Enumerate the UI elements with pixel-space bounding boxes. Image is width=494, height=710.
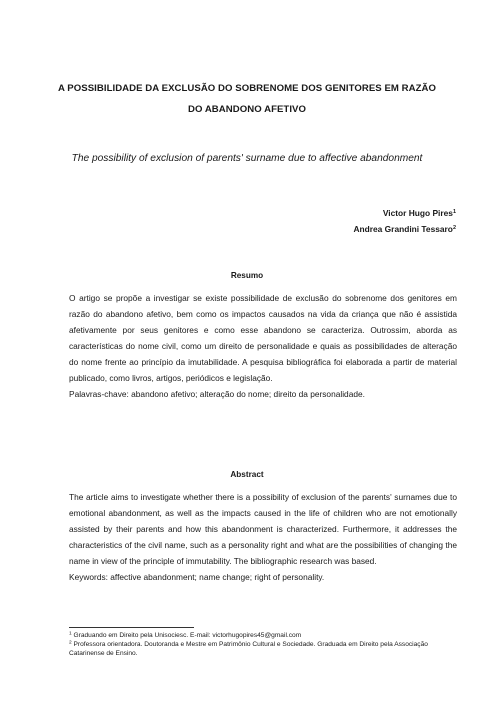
author-name: Victor Hugo Pires (382, 208, 453, 218)
author-list (353, 205, 456, 237)
abstract-keywords: Keywords: affective abandonment; name change; right of personality. (69, 572, 325, 582)
footnote-marker: 2 (452, 225, 456, 231)
footnote (69, 640, 459, 658)
footnotes (69, 631, 459, 659)
paper-title-line-2: DO ABANDONO AFETIVO (187, 104, 307, 115)
author-name: Andrea Grandini Tessaro (353, 224, 453, 234)
footnote-marker: 1 (69, 631, 72, 637)
author (353, 205, 456, 221)
footnote (69, 631, 459, 640)
resumo-paragraph: O artigo se propõe a investigar se existe possibilidade de exclusão do sobrenome dos genitores em razão do abandono afetivo, bem como os impactos causados na vida da criança que não é assistida afetivamente por seus genitores e como esse abandono se caracteriza. Outrossim, aborda as características do nome civil, como um direito de personalidade e quais as possibilidades de alteração do nome frente ao princípio da imutabilidade. A pesquisa bibliográfica foi elaborada a partir de material publicado, como livros, artigos, periódicos e legislação. (69, 293, 457, 383)
abstract-section (69, 489, 457, 585)
paper-title-english: The possibility of exclusion of parents' surname due to affective abandonment (71, 153, 423, 164)
author (353, 221, 456, 237)
footnote-marker: 1 (452, 209, 456, 215)
footnote-divider (69, 627, 194, 628)
abstract-paragraph: The article aims to investigate whether there is a possibility of exclusion of the parents' surnames due to emotional abandonment, as well as the impacts caused in the life of children who are not emotionally assisted by their parents and how this abandonment is characterized. Furthermore, it addresses the characteristics of the civil name, such as a personality right and what are the possibilities of changing the name in view of the principle of immutability. The bibliographic research was based. (69, 492, 457, 566)
paper-title (40, 78, 454, 120)
abstract-heading: Abstract (230, 470, 264, 479)
resumo-keywords: Palavras-chave: abandono afetivo; alteração do nome; direito da personalidade. (69, 389, 365, 399)
footnote-marker: 2 (69, 640, 72, 646)
footnote-text: Graduando em Direito pela Unisociesc. E-mail: victorhugopires45@gmail.com (73, 632, 302, 639)
resumo-heading: Resumo (230, 271, 264, 280)
resumo-section (69, 290, 457, 402)
paper-title-line-1: A POSSIBILIDADE DA EXCLUSÃO DO SOBRENOME DOS GENITORES EM RAZÃO (57, 83, 437, 94)
footnote-text: Professora orientadora. Doutoranda e Mestre em Patrimônio Cultural e Sociedade. Graduada em Direito pela Associação Catarinense de Ensino. (69, 641, 428, 658)
